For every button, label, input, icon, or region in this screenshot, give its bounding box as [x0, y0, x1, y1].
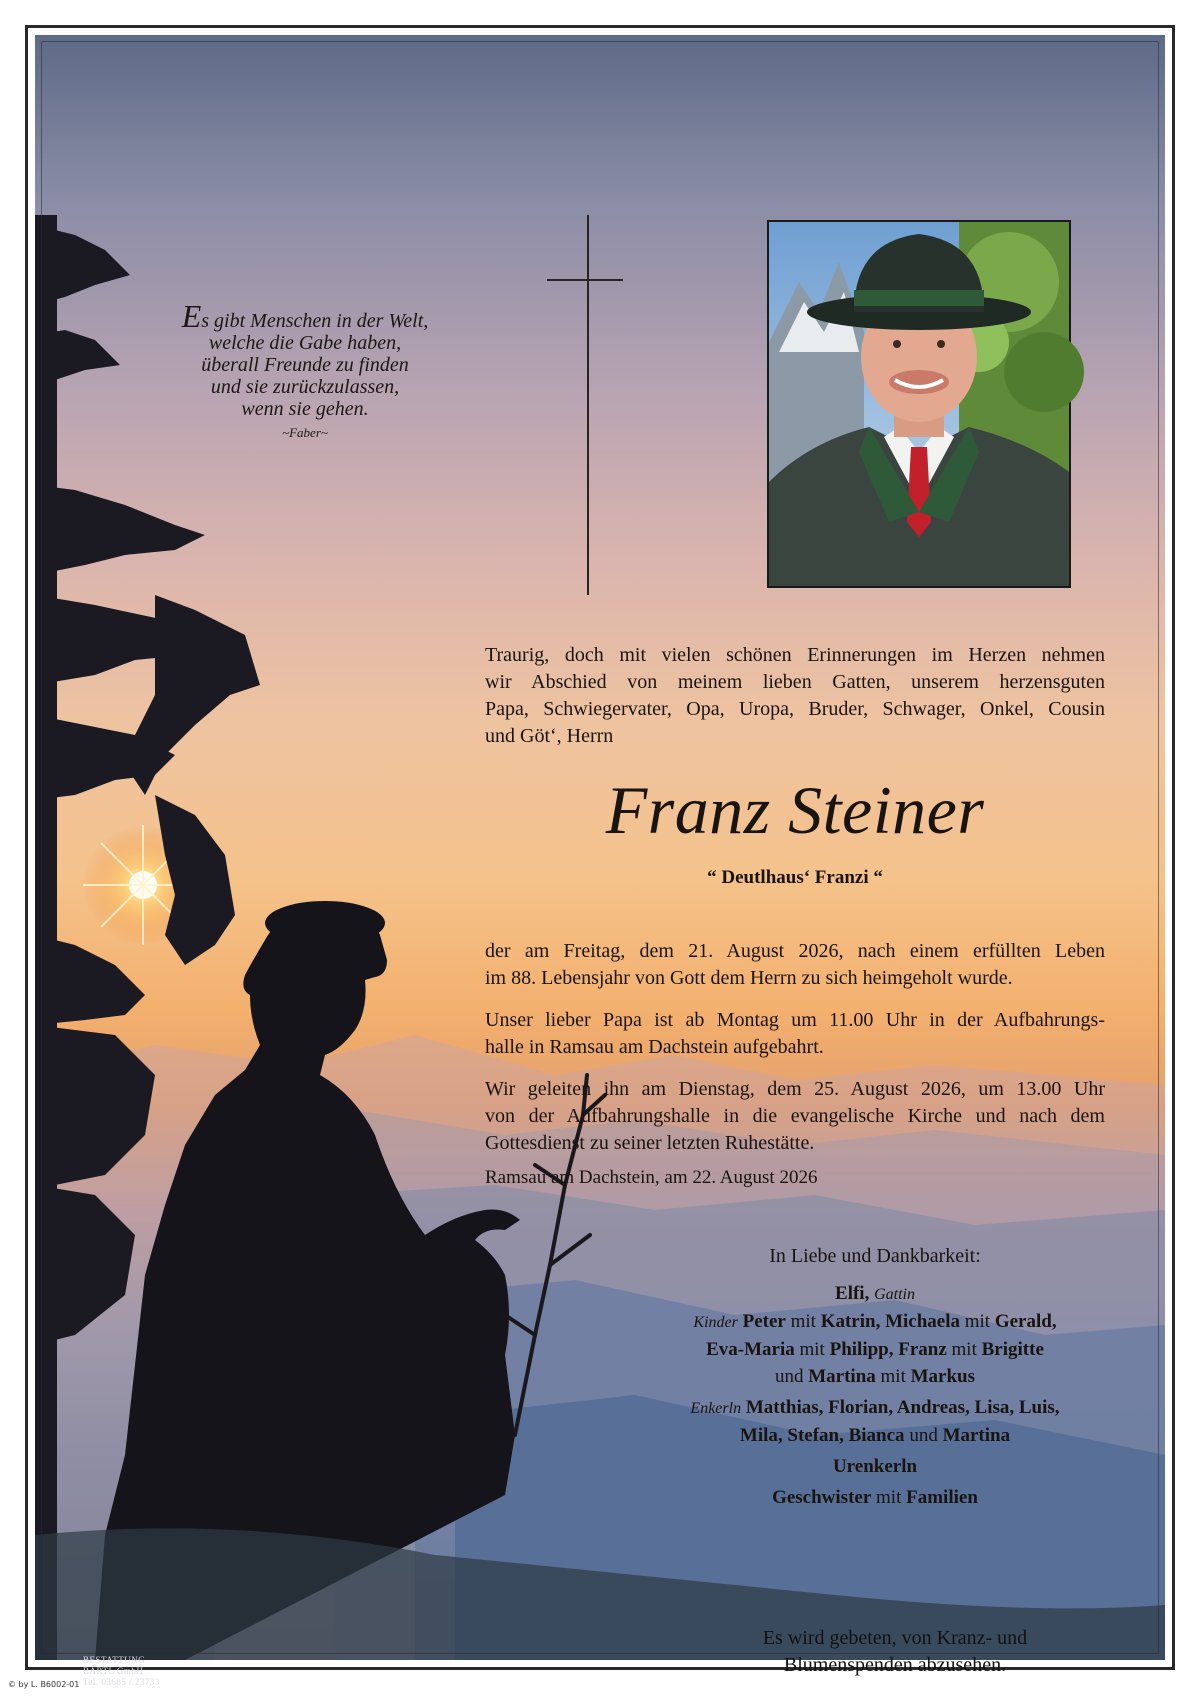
connector-text: und — [774, 1366, 809, 1387]
cross-icon — [587, 215, 589, 595]
wife-name: Elfi, — [835, 1283, 870, 1304]
paragraph-line: Gottesdienst zu seiner letzten Ruhestätte. — [485, 1132, 815, 1154]
family-name: Geschwister — [772, 1487, 872, 1508]
intro-line: Traurig, doch mit vielen schönen Erinnerungen im Herzen nehmen — [485, 644, 1105, 666]
family-name: Mila, Stefan, Bianca — [739, 1425, 905, 1446]
family-mourners — [635, 1243, 1115, 1511]
portrait-image — [769, 222, 1069, 586]
grandchildren-names — [746, 1397, 1060, 1418]
family-name: Familien — [906, 1487, 978, 1508]
paragraph-line: Wir geleiten ihn am Dienstag, dem 25. August 2026, um 13.00 Uhr — [485, 1078, 1105, 1100]
children-row — [635, 1363, 1115, 1390]
wife-role: Gattin — [874, 1286, 915, 1303]
undertaker-line: BESTATTUNG — [83, 1655, 146, 1665]
request-line: Es wird gebeten, von Kranz- und — [762, 1627, 1028, 1649]
intro-line: wir Abschied von meinem lieben Gatten, unserem herzensguten — [485, 671, 1105, 693]
family-name: Matthias, Florian, Andreas, Lisa, Luis, — [745, 1397, 1060, 1418]
family-heading: In Liebe und Dankbarkeit: — [769, 1245, 981, 1267]
intro-text — [485, 642, 1105, 750]
connector-text: und — [904, 1425, 943, 1446]
paragraph-line: halle in Ramsau am Dachstein aufgebahrt. — [485, 1036, 824, 1058]
connector-text: mit — [875, 1366, 911, 1387]
quote-line: und sie zurückzulassen, — [210, 376, 400, 398]
funeral-paragraph — [485, 1076, 1105, 1157]
intro-line: Papa, Schwiegervater, Opa, Uropa, Bruder, Schwager, Onkel, Cousin — [485, 698, 1105, 720]
paragraph-line: von der Aufbahrungshalle in die evangelische Kirche und nach dem — [485, 1105, 1105, 1127]
family-name: Martina — [942, 1425, 1011, 1446]
connector-text: mit — [785, 1311, 821, 1332]
paragraph-line: Unser lieber Papa ist ab Montag um 11.00 Uhr in der Aufbahrungs- — [485, 1009, 1105, 1031]
family-name: Markus — [910, 1366, 976, 1387]
grandchildren-row — [635, 1422, 1115, 1449]
children-row — [635, 1308, 1115, 1336]
memorial-quote — [150, 298, 460, 444]
flower-request — [655, 1625, 1135, 1679]
cross-icon-bar — [547, 279, 623, 281]
grandchildren-label: Enkerln — [690, 1400, 742, 1417]
family-name: Philipp, Franz — [829, 1339, 947, 1360]
children-row — [635, 1336, 1115, 1363]
grandchildren-row — [635, 1394, 1115, 1422]
family-name: Eva-Maria — [706, 1339, 795, 1360]
family-name: Gerald, — [994, 1311, 1057, 1332]
quote-line: überall Freunde zu finden — [201, 354, 409, 376]
intro-line: und Göt‘, Herrn — [485, 725, 614, 747]
quote-line: welche die Gabe haben, — [208, 332, 402, 354]
undertaker-line: Tel. 03685 / 23733 — [83, 1677, 160, 1687]
children-label: Kinder — [693, 1314, 738, 1331]
connector-text: mit — [960, 1311, 995, 1332]
quote-line: Es gibt Menschen in der Welt, — [181, 298, 429, 334]
connector-text: mit — [946, 1339, 982, 1360]
family-name: Katrin, Michaela — [820, 1311, 960, 1332]
deceased-name: Franz Steiner — [605, 772, 985, 848]
undertaker-logo — [83, 1655, 203, 1688]
viewing-paragraph — [485, 1007, 1105, 1061]
quote-line: wenn sie gehen. — [241, 398, 369, 420]
children-names — [743, 1311, 1057, 1332]
paragraph-line: im 88. Lebensjahr von Gott dem Herrn zu sich heimgeholt wurde. — [485, 967, 1013, 989]
family-name: Brigitte — [981, 1339, 1044, 1360]
great-grandchildren: Urenkerln — [832, 1456, 918, 1477]
request-line: Blumenspenden abzusehen. — [783, 1654, 1007, 1676]
quote-author: ~Faber~ — [282, 425, 328, 440]
deceased-nickname: “ Deutlhaus‘ Franzi “ — [707, 867, 883, 888]
paragraph-line: der am Freitag, dem 21. August 2026, nach einem erfüllten Leben — [485, 940, 1105, 962]
portrait-photo — [767, 220, 1071, 588]
place-date: Ramsau am Dachstein, am 22. August 2026 — [485, 1167, 818, 1188]
copyright-note: © by L. B6002-01 — [8, 1680, 80, 1689]
obituary-card — [35, 35, 1165, 1687]
wife-row — [635, 1280, 1115, 1308]
undertaker-line: BARTL GmbH — [83, 1666, 144, 1676]
family-name: Peter — [742, 1311, 786, 1332]
death-paragraph — [485, 938, 1105, 992]
siblings-row — [635, 1484, 1115, 1511]
family-name: Martina — [808, 1366, 876, 1387]
connector-text: mit — [871, 1487, 907, 1508]
connector-text: mit — [794, 1339, 830, 1360]
